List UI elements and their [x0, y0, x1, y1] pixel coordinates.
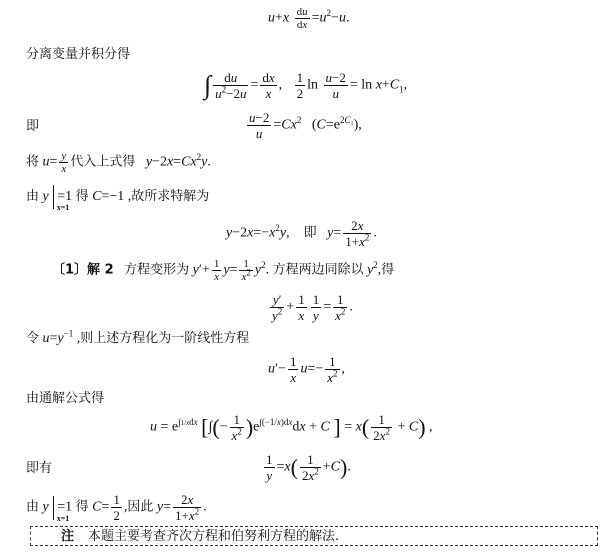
note-text: 本题主要考查齐次方程和伯努利方程的解法.: [88, 529, 340, 544]
let-substitution-line: 令 $u=y^{-1}$ ,则上述方程化为一阶线性方程: [26, 328, 250, 346]
equation-general-formula: $u = e^{\int 1/xdx}$ [∫(− $\frac{1}{x^2}$ )$e^{\int(-1/x)dx}dx + C$ ] = x( $\frac{1}{2x^2}$ + C) ,: [150, 412, 433, 443]
note-box: [30, 526, 598, 546]
ji-label: 即: [26, 119, 40, 134]
youyou-label: 即有: [26, 461, 53, 476]
note-label: 注: [61, 529, 75, 544]
initial-condition-line: 由 y x=1 =1 得 C=−1 ,故所求特解为: [26, 185, 209, 209]
solution2-label: 〔1〕解 2: [52, 262, 114, 278]
separate-variables-label: 分离变量并积分得: [26, 47, 131, 62]
equation-linear: u′− $\frac{1}{x}$ u=− $\frac{1}{x^2}$ ,: [268, 354, 346, 385]
solution2-line: 〔1〕解 2 方程变形为 y′+ $\frac{1}{x}$ y= $\frac{1}{x^2}$ $y^2$. 方程两边同除以 $y^2$,得: [52, 258, 395, 283]
equation-reciprocal: $\frac{1}{y}$ =x( $\frac{1}{2x^2}$ +C).: [266, 452, 351, 483]
equation-homogeneous: u+x $\frac{du}{dx}$ $=u^2-u$.: [268, 6, 350, 31]
general-formula-label: 由通解公式得: [26, 391, 105, 406]
equation-divided: $\frac{y'}{y^2}$ + $\frac{1}{x}$ $\frac{1}{y}$ = $\frac{1}{x^2}$ .: [272, 292, 353, 323]
substitution-line: 将 u= $\frac{y}{x}$ 代入上式得 $y-2x=Cx^2y$.: [26, 150, 211, 175]
equation-special-solution: $y-2x=-x^2y$, 即 y= $\frac{2x}{1+x^2}$ .: [226, 218, 377, 249]
equation-integral: ∫ $\frac{du}{u^2-2u}$ = $\frac{dx}{x}$ , $\frac{1}{2}$ ln $\frac{u-2}{u}$ = $\ln x+C_1$,: [204, 70, 408, 101]
final-solution-line: 由 y x=1 =1 得 C= $\frac{1}{2}$ ,因此 y= $\frac{2x}{1+x^2}$ .: [26, 492, 207, 523]
equation-ji: $\frac{u-2}{u}$ $=Cx^2$ $(C=e^{2C_1})$,: [249, 110, 362, 141]
